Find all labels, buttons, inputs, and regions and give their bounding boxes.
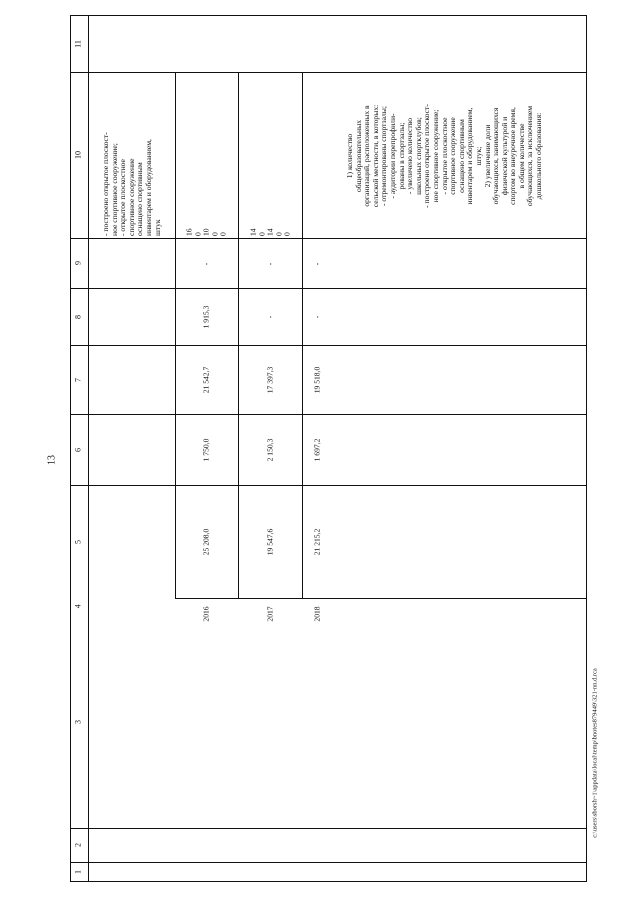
col-number-6: 6 <box>73 447 83 452</box>
cell-2017-c7: 17 397,3 <box>265 366 275 394</box>
indicator-text-top: - построено открытое плоскост- ное спортивное сооружение; - открытое плоскостное спортивное сооружение оснащено спортивным инвентарем и оборудованием, штук <box>100 131 162 236</box>
cell-2018-c7: 19 518,0 <box>312 366 322 394</box>
cell-2016-c8: 1 915,3 <box>201 305 211 329</box>
cell-2016-c5: 25 208,0 <box>201 528 211 556</box>
indicator-values-2016: 16 0 10 0 0 <box>184 227 228 236</box>
table-border-bottom <box>70 881 587 882</box>
cell-2018-c8: - <box>312 315 322 319</box>
col-number-7: 7 <box>73 377 83 382</box>
cell-2017-c8: - <box>265 315 275 319</box>
cell-2017-c6: 2 150,3 <box>265 438 275 462</box>
col-number-4: 4 <box>73 604 83 609</box>
cell-2016-c6: 1 750,0 <box>201 438 211 462</box>
cell-2018-year: 2018 <box>312 606 322 622</box>
page-number: 13 <box>46 455 58 465</box>
cell-2016-c9: - <box>201 262 211 265</box>
col-number-2: 2 <box>73 843 83 847</box>
col-number-3: 3 <box>73 719 83 724</box>
cell-2017-c9: - <box>265 262 275 265</box>
col-sep <box>70 828 587 829</box>
indicator-text-2018: 1) количество общеобразовательных организаций, расположенных в сельской местности, в которых: - отремонтированы спортзалы; - аудитории перепрофили- рованы в спортзалы; - увеличено количество школьных спортклубов; - построено открытое плоскост- ное спортивное сооружение; - открытое плоскостное спортивное сооружение оснащено спортивным инвентарем и оборудованием, штук; 2) увеличение доли обучающихся, занимающихся физической культурой и спортом во внеурочное время, в общем количестве обучающихся, за исключением дошкольного образования: <box>344 103 543 208</box>
col-number-10: 10 <box>73 151 83 159</box>
cell-2017-year: 2017 <box>265 606 275 622</box>
file-path: c:\users\sborsh~1\appdata\local\temp\bnotes879449\321-nn.d.rca <box>591 667 599 838</box>
indicator-values-2017: 14 0 14 0 0 <box>248 227 292 236</box>
col-number-5: 5 <box>73 539 83 544</box>
cell-2018-c6: 1 697,2 <box>312 438 322 462</box>
col-number-1: 1 <box>73 869 83 874</box>
cell-2016-c7: 21 542,7 <box>201 366 211 394</box>
cell-2018-c5: 21 215,2 <box>312 528 322 556</box>
cell-2018-c9: - <box>312 262 322 265</box>
table-border-top <box>70 15 587 16</box>
col-sep <box>70 862 587 863</box>
program-table <box>70 15 587 882</box>
col-number-11: 11 <box>73 39 83 48</box>
col-number-9: 9 <box>73 261 83 265</box>
col-number-8: 8 <box>73 314 83 319</box>
table-border-right <box>586 15 587 882</box>
cell-2016-year: 2016 <box>201 606 211 622</box>
cell-2017-c5: 19 547,6 <box>265 528 275 556</box>
